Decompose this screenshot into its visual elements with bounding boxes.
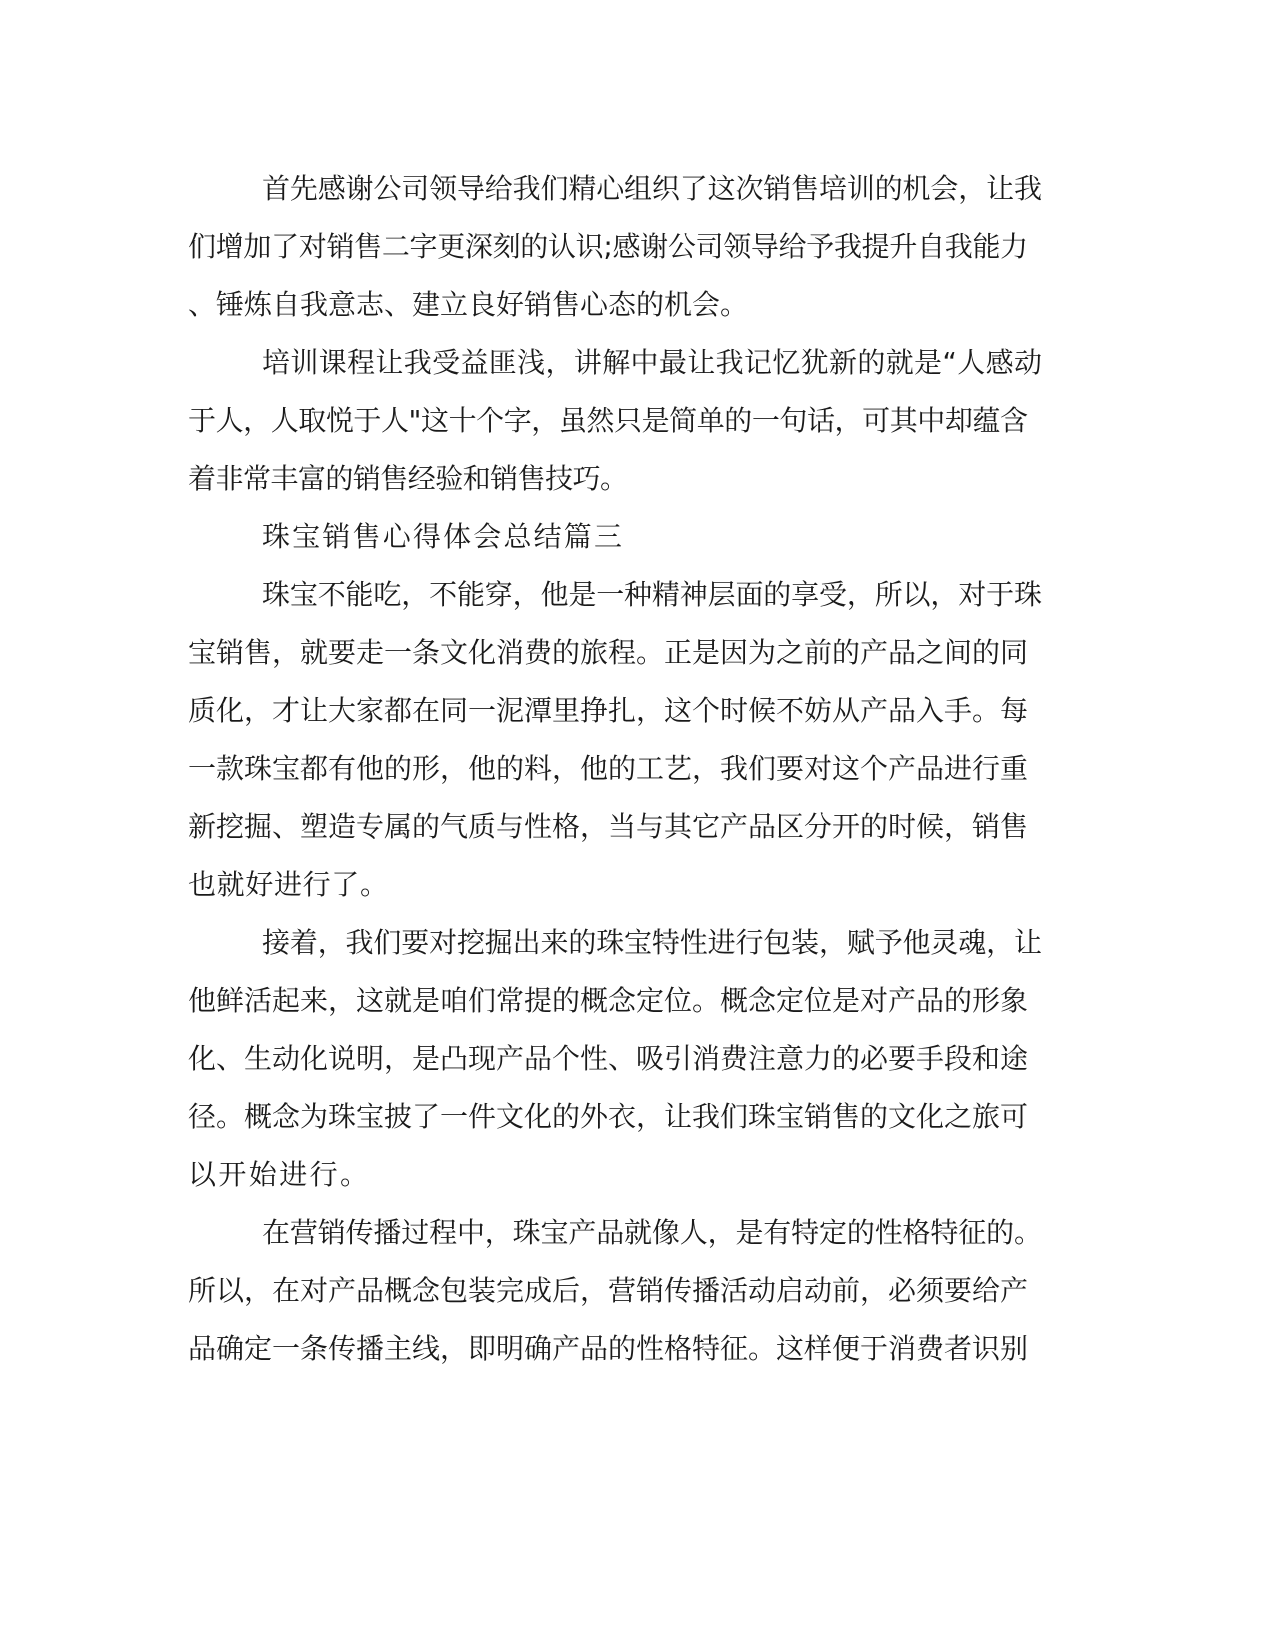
paragraph-2-line-1: 培训课程让我受益匪浅，讲解中最让我记忆犹新的就是“人感动 (262, 346, 1043, 379)
paragraph-3-line-3: 质化，才让大家都在同一泥潭里挣扎，这个时候不妨从产品入手。每 (188, 694, 1029, 727)
paragraph-3-line-6: 也就好进行了。 (188, 868, 389, 901)
paragraph-3-line-2: 宝销售，就要走一条文化消费的旅程。正是因为之前的产品之间的同 (188, 636, 1029, 669)
paragraph-5-line-1: 在营销传播过程中，珠宝产品就像人，是有特定的性格特征的。 (262, 1216, 1042, 1249)
paragraph-5-line-3: 品确定一条传播主线，即明确产品的性格特征。这样便于消费者识别 (188, 1332, 1029, 1365)
paragraph-3-line-4: 一款珠宝都有他的形，他的料，他的工艺，我们要对这个产品进行重 (188, 752, 1029, 785)
paragraph-4-line-4: 径。概念为珠宝披了一件文化的外衣，让我们珠宝销售的文化之旅可 (188, 1100, 1029, 1133)
paragraph-4-line-3: 化、生动化说明，是凸现产品个性、吸引消费注意力的必要手段和途 (188, 1042, 1029, 1075)
paragraph-2-line-2: 于人，人取悦于人"这十个字，虽然只是简单的一句话，可其中却蕴含 (188, 404, 1028, 437)
section-heading: 珠宝销售心得体会总结篇三 (262, 520, 625, 553)
paragraph-1-line-2: 们增加了对销售二字更深刻的认识;感谢公司领导给予我提升自我能力 (188, 230, 1028, 263)
paragraph-4-line-2: 他鲜活起来，这就是咱们常提的概念定位。概念定位是对产品的形象 (188, 984, 1029, 1017)
paragraph-3-line-1: 珠宝不能吃，不能穿，他是一种精神层面的享受，所以，对于珠 (262, 578, 1042, 611)
paragraph-3-line-5: 新挖掘、塑造专属的气质与性格，当与其它产品区分开的时候，销售 (188, 810, 1029, 843)
paragraph-1-line-3: 、锤炼自我意志、建立良好销售心态的机会。 (188, 288, 749, 321)
paragraph-5-line-2: 所以，在对产品概念包装完成后，营销传播活动启动前，必须要给产 (188, 1274, 1029, 1307)
paragraph-2-line-3: 着非常丰富的销售经验和销售技巧。 (188, 462, 628, 495)
paragraph-1-line-1: 首先感谢公司领导给我们精心组织了这次销售培训的机会，让我 (262, 172, 1042, 205)
paragraph-4-line-1: 接着，我们要对挖掘出来的珠宝特性进行包装，赋予他灵魂，让 (262, 926, 1042, 959)
paragraph-4-line-5: 以开始进行。 (188, 1158, 371, 1191)
